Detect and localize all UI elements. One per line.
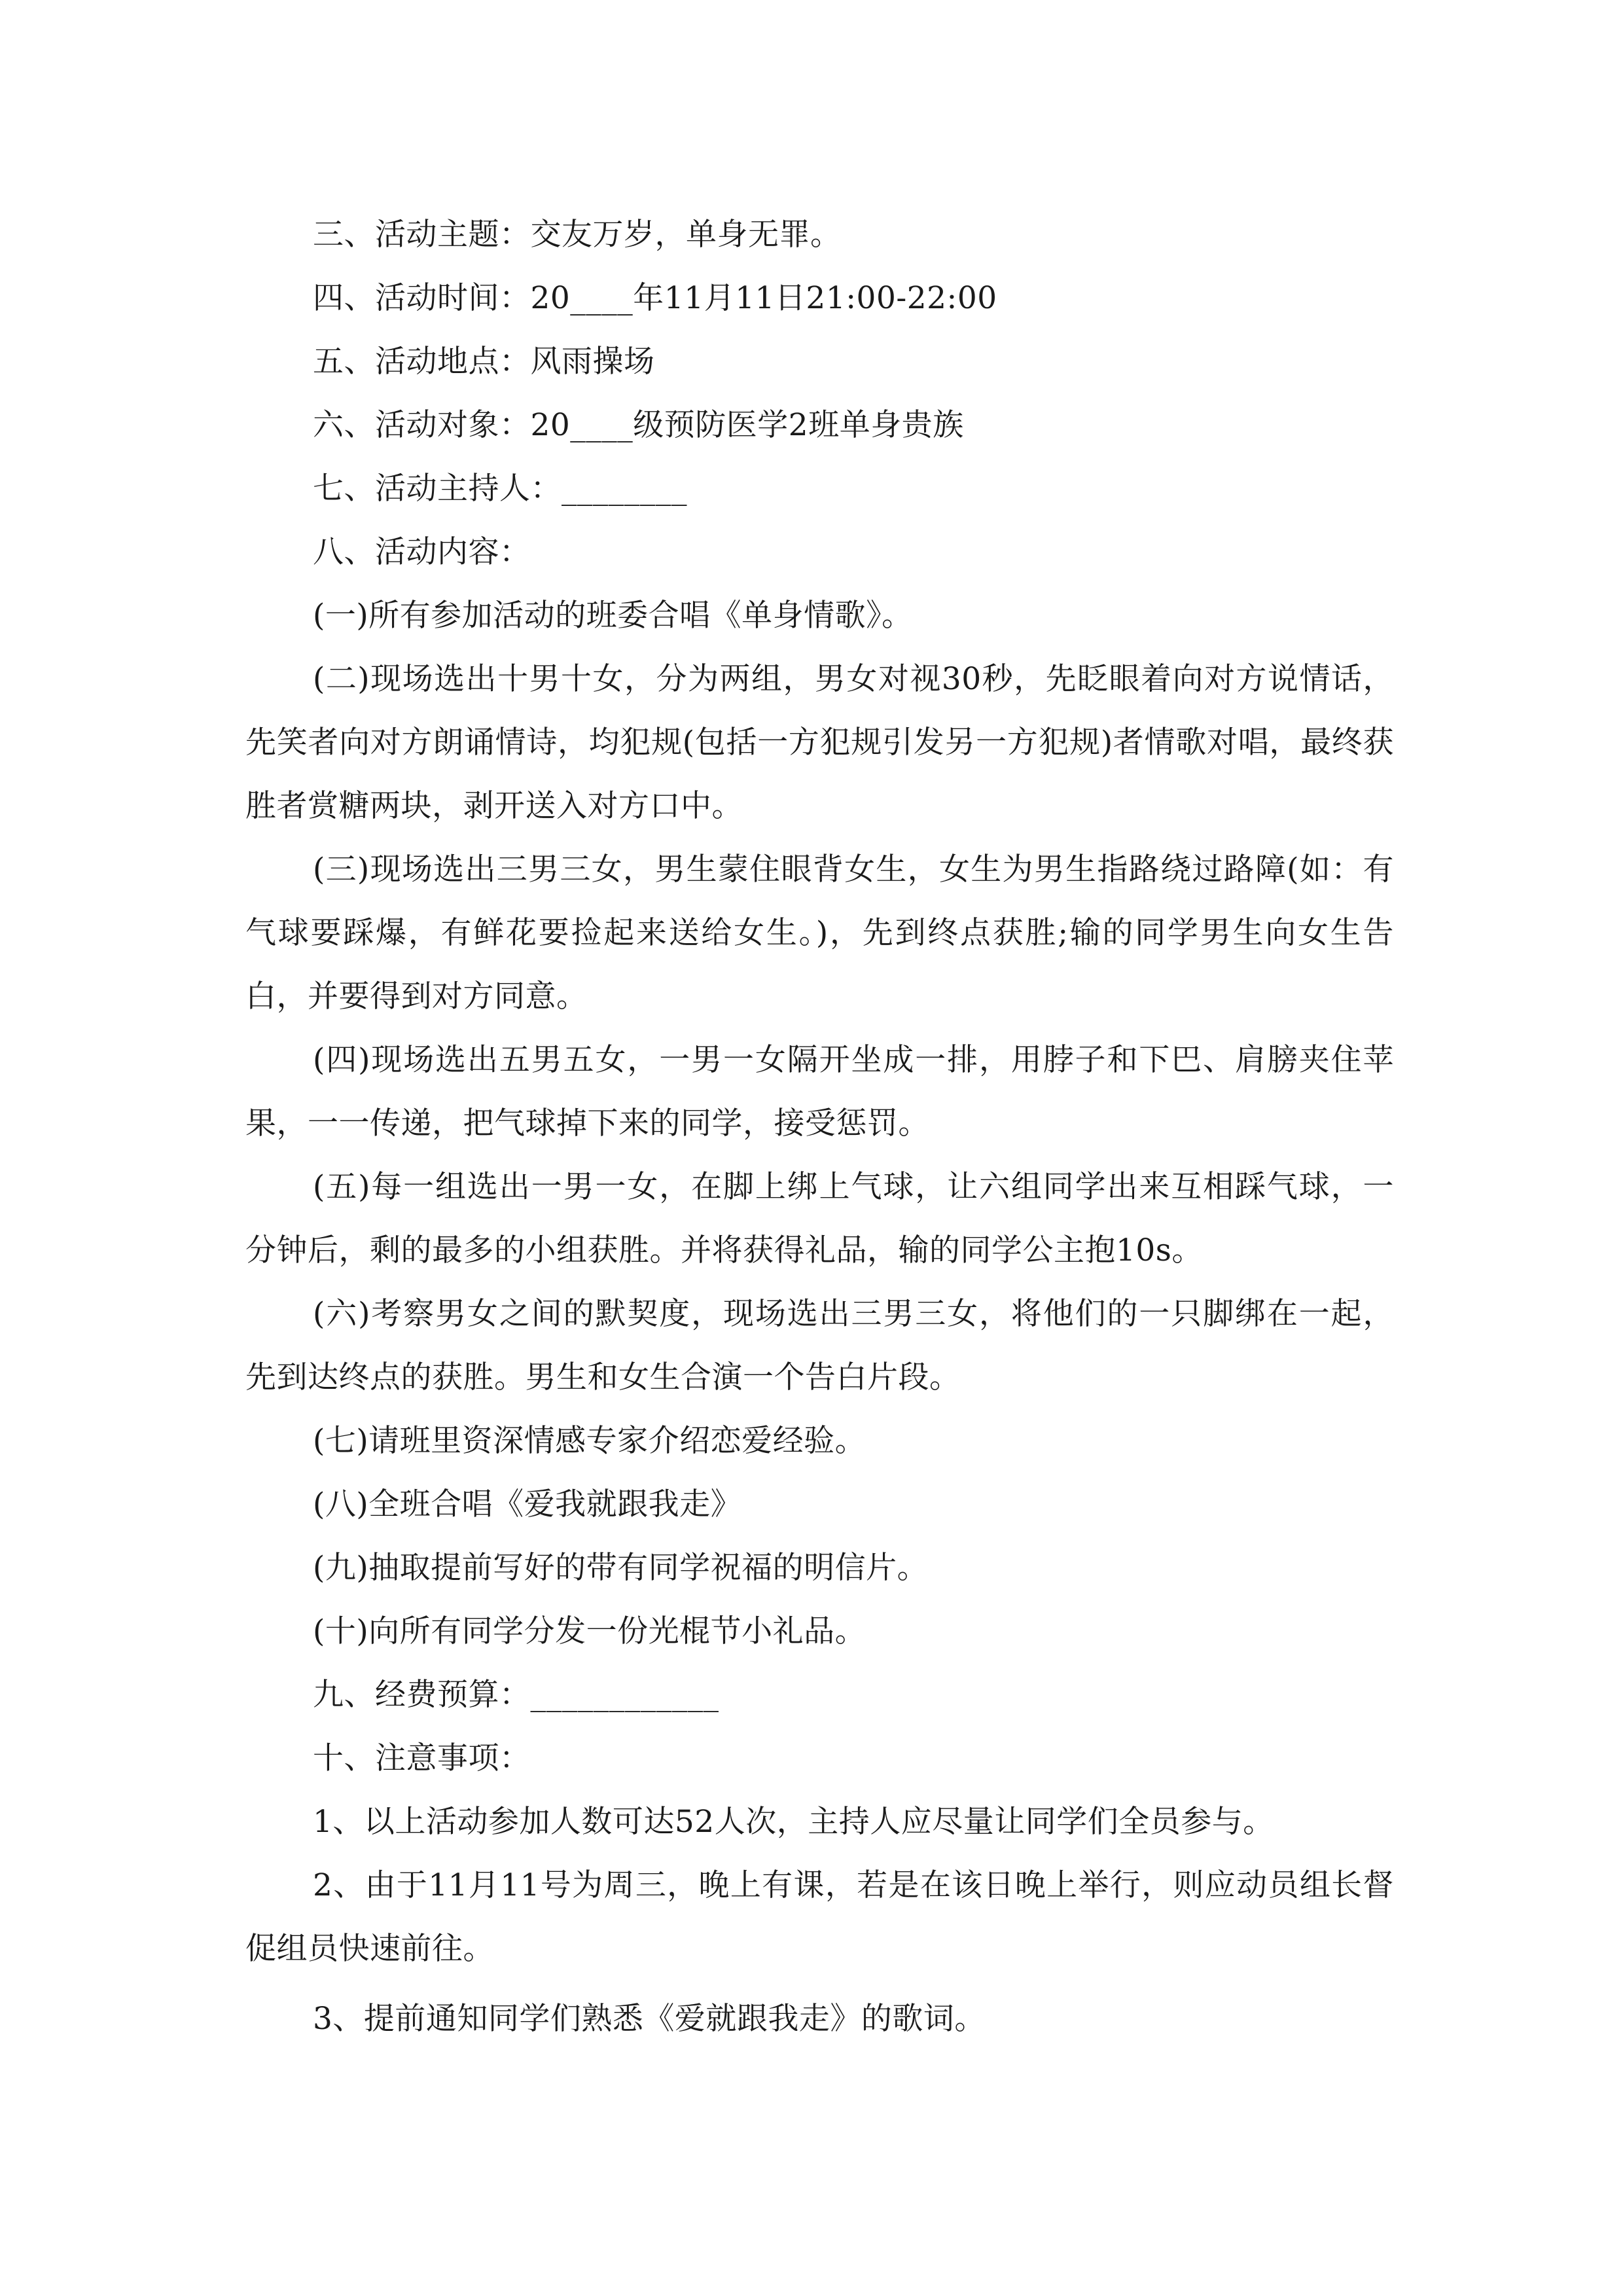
note-item-2: 2、由于11月11号为周三，晚上有课，若是在该日晚上举行，则应动员组长督促组员快速前往。 (245, 1867, 1394, 1967)
section-content-heading: 八、活动内容： (313, 534, 531, 570)
activity-item-7: (七)请班里资深情感专家介绍恋爱经验。 (313, 1423, 866, 1459)
section-location: 五、活动地点：风雨操场 (313, 344, 655, 380)
section-theme: 三、活动主题：交友万岁，单身无罪。 (313, 217, 842, 253)
section-time: 四、活动时间：20____年11月11日21:00-22:00 (313, 280, 997, 316)
activity-item-9: (九)抽取提前写好的带有同学祝福的明信片。 (313, 1550, 929, 1586)
activity-item-6: (六)考察男女之间的默契度，现场选出三男三女，将他们的一只脚绑在一起，先到达终点的获胜。男生和女生合演一个告白片段。 (245, 1296, 1394, 1395)
section-host: 七、活动主持人：________ (313, 471, 687, 507)
document-body (245, 203, 1394, 2051)
activity-item-4: (四)现场选出五男五女，一男一女隔开坐成一排，用脖子和下巴、肩膀夹住苹果，一一传递，把气球掉下来的同学，接受惩罚。 (245, 1042, 1394, 1141)
section-audience: 六、活动对象：20____级预防医学2班单身贵族 (313, 407, 964, 443)
activity-item-2: (二)现场选出十男十女，分为两组，男女对视30秒，先眨眼着向对方说情话，先笑者向对方朗诵情诗，均犯规(包括一方犯规引发另一方犯规)者情歌对唱，最终获胜者赏糖两块，剥开送入对方口中。 (245, 661, 1394, 824)
note-item-3: 3、提前通知同学们熟悉《爱就跟我走》的歌词。 (313, 2001, 986, 2037)
activity-item-3: (三)现场选出三男三女，男生蒙住眼背女生，女生为男生指路绕过路障(如：有气球要踩爆，有鲜花要捡起来送给女生。)，先到终点获胜;输的同学男生向女生告白，并要得到对方同意。 (245, 852, 1394, 1014)
activity-item-8: (八)全班合唱《爱我就跟我走》 (313, 1486, 742, 1522)
activity-item-10: (十)向所有同学分发一份光棍节小礼品。 (313, 1613, 866, 1649)
section-notes-heading: 十、注意事项： (313, 1740, 531, 1776)
section-budget: 九、经费预算：____________ (313, 1677, 719, 1713)
activity-item-5: (五)每一组选出一男一女，在脚上绑上气球，让六组同学出来互相踩气球，一分钟后，剩的最多的小组获胜。并将获得礼品，输的同学公主抱10s。 (245, 1169, 1394, 1268)
activity-item-1: (一)所有参加活动的班委合唱《单身情歌》。 (313, 598, 913, 634)
note-item-1: 1、以上活动参加人数可达52人次，主持人应尽量让同学们全员参与。 (313, 1804, 1274, 1840)
